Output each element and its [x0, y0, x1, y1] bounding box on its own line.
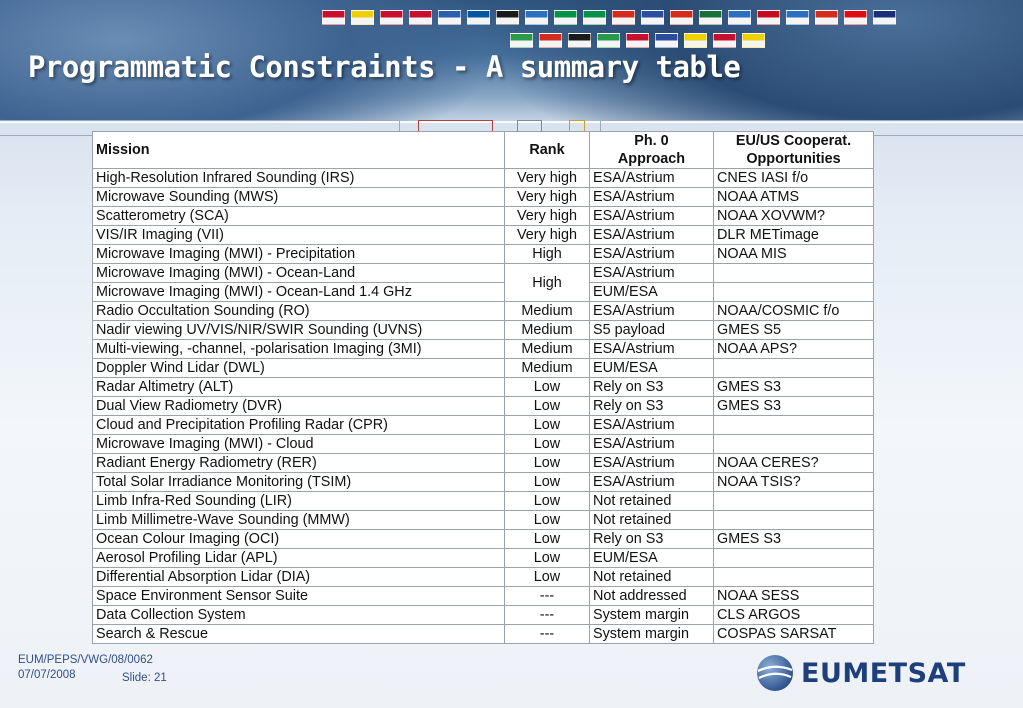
cell-ph0-approach: System margin	[590, 606, 714, 625]
cell-mission: Microwave Imaging (MWI) - Ocean-Land 1.4 GHz	[93, 283, 505, 302]
cell-rank: Medium	[505, 321, 590, 340]
row1-flag-icon-15	[728, 10, 751, 25]
row1-flag-icon-2	[351, 10, 374, 25]
cell-cooperation	[714, 549, 874, 568]
row1-flag-icon-1	[322, 10, 345, 25]
table-row	[93, 302, 874, 321]
cell-mission: Total Solar Irradiance Monitoring (TSIM)	[93, 473, 505, 492]
cell-cooperation	[714, 416, 874, 435]
cell-cooperation: NOAA SESS	[714, 587, 874, 606]
cell-cooperation: NOAA XOVWM?	[714, 207, 874, 226]
cell-cooperation: NOAA CERES?	[714, 454, 874, 473]
cell-cooperation	[714, 511, 874, 530]
cell-rank: Low	[505, 530, 590, 549]
row1-flag-icon-10	[583, 10, 606, 25]
header-coop-line2: Opportunities	[746, 151, 841, 167]
cell-rank: Very high	[505, 188, 590, 207]
header-banner	[0, 0, 1023, 122]
row1-flag-icon-19	[844, 10, 867, 25]
cell-ph0-approach: EUM/ESA	[590, 549, 714, 568]
header-coop-line1: EU/US Cooperat.	[735, 133, 852, 149]
table-row	[93, 454, 874, 473]
cell-rank: Very high	[505, 207, 590, 226]
cell-mission: High-Resolution Infrared Sounding (IRS)	[93, 169, 505, 188]
header-mission: Mission	[93, 132, 505, 169]
cell-rank: Low	[505, 511, 590, 530]
cell-ph0-approach: Rely on S3	[590, 397, 714, 416]
row1-flag-icon-8	[525, 10, 548, 25]
cell-ph0-approach: S5 payload	[590, 321, 714, 340]
table-row	[93, 568, 874, 587]
table-row	[93, 606, 874, 625]
cell-mission: Multi-viewing, -channel, -polarisation Imaging (3MI)	[93, 340, 505, 359]
cell-ph0-approach: ESA/Astrium	[590, 454, 714, 473]
row1-flag-icon-12	[641, 10, 664, 25]
cell-rank: Medium	[505, 340, 590, 359]
cell-ph0-approach: ESA/Astrium	[590, 264, 714, 283]
cell-mission: Doppler Wind Lidar (DWL)	[93, 359, 505, 378]
row1-flag-icon-5	[438, 10, 461, 25]
page-title: Programmatic Constraints - A summary table	[28, 50, 741, 84]
cell-ph0-approach: EUM/ESA	[590, 283, 714, 302]
cell-mission: Limb Millimetre-Wave Sounding (MMW)	[93, 511, 505, 530]
table-row	[93, 625, 874, 644]
row2-flag-icon-8	[713, 33, 736, 48]
cell-mission: Scatterometry (SCA)	[93, 207, 505, 226]
cell-rank: Low	[505, 568, 590, 587]
table-row	[93, 188, 874, 207]
table-row	[93, 587, 874, 606]
cell-ph0-approach: ESA/Astrium	[590, 302, 714, 321]
cell-cooperation: NOAA TSIS?	[714, 473, 874, 492]
row2-flag-icon-4	[597, 33, 620, 48]
cell-mission: Cloud and Precipitation Profiling Radar (CPR)	[93, 416, 505, 435]
cell-rank: Medium	[505, 302, 590, 321]
summary-table	[92, 131, 874, 644]
cell-mission: Microwave Imaging (MWI) - Ocean-Land	[93, 264, 505, 283]
cell-ph0-approach: Not addressed	[590, 587, 714, 606]
cell-mission: VIS/IR Imaging (VII)	[93, 226, 505, 245]
cell-rank: Low	[505, 416, 590, 435]
cell-rank: Low	[505, 492, 590, 511]
cell-rank: Very high	[505, 226, 590, 245]
table-row	[93, 283, 874, 302]
cell-mission: Space Environment Sensor Suite	[93, 587, 505, 606]
cell-mission: Radar Altimetry (ALT)	[93, 378, 505, 397]
cell-cooperation	[714, 359, 874, 378]
cell-cooperation: CNES IASI f/o	[714, 169, 874, 188]
cell-ph0-approach: ESA/Astrium	[590, 416, 714, 435]
cell-rank: Low	[505, 454, 590, 473]
cell-rank: Very high	[505, 169, 590, 188]
row1-flag-icon-18	[815, 10, 838, 25]
table-row	[93, 549, 874, 568]
flags-row-1	[322, 10, 1012, 25]
cell-cooperation: DLR METimage	[714, 226, 874, 245]
cell-cooperation: COSPAS SARSAT	[714, 625, 874, 644]
cell-cooperation: GMES S3	[714, 378, 874, 397]
cell-rank: Low	[505, 549, 590, 568]
table-row	[93, 207, 874, 226]
eumetsat-globe-icon	[755, 653, 795, 693]
cell-rank: Low	[505, 473, 590, 492]
cell-cooperation: GMES S5	[714, 321, 874, 340]
table-row	[93, 473, 874, 492]
cell-ph0-approach: Rely on S3	[590, 378, 714, 397]
table-row	[93, 378, 874, 397]
row1-flag-icon-11	[612, 10, 635, 25]
row2-flag-icon-2	[539, 33, 562, 48]
table-row	[93, 264, 874, 283]
header-ph0-line2: Approach	[617, 151, 686, 167]
cell-cooperation	[714, 283, 874, 302]
cell-ph0-approach: ESA/Astrium	[590, 169, 714, 188]
cell-rank: High	[505, 245, 590, 264]
cell-cooperation: NOAA/COSMIC f/o	[714, 302, 874, 321]
cell-ph0-approach: Rely on S3	[590, 530, 714, 549]
row2-flag-icon-5	[626, 33, 649, 48]
cell-ph0-approach: ESA/Astrium	[590, 245, 714, 264]
cell-cooperation: CLS ARGOS	[714, 606, 874, 625]
document-reference: EUM/PEPS/VWG/08/0062	[18, 654, 153, 666]
cell-cooperation: NOAA MIS	[714, 245, 874, 264]
table-row	[93, 511, 874, 530]
cell-cooperation: GMES S3	[714, 397, 874, 416]
cell-cooperation	[714, 435, 874, 454]
table-row	[93, 530, 874, 549]
row1-flag-icon-3	[380, 10, 403, 25]
row1-flag-icon-13	[670, 10, 693, 25]
header-rank: Rank	[505, 132, 590, 169]
cell-mission: Nadir viewing UV/VIS/NIR/SWIR Sounding (UVNS)	[93, 321, 505, 340]
document-date: 07/07/2008	[18, 669, 76, 681]
cell-mission: Microwave Sounding (MWS)	[93, 188, 505, 207]
cell-cooperation	[714, 568, 874, 587]
table-row	[93, 169, 874, 188]
cell-rank: Medium	[505, 359, 590, 378]
cell-rank: Low	[505, 378, 590, 397]
cell-rank: Low	[505, 435, 590, 454]
cell-ph0-approach: ESA/Astrium	[590, 340, 714, 359]
row2-flag-icon-7	[684, 33, 707, 48]
table-row	[93, 435, 874, 454]
row1-flag-icon-16	[757, 10, 780, 25]
cell-ph0-approach: ESA/Astrium	[590, 207, 714, 226]
cell-ph0-approach: Not retained	[590, 511, 714, 530]
row1-flag-icon-20	[873, 10, 896, 25]
cell-cooperation	[714, 264, 874, 283]
cell-cooperation	[714, 492, 874, 511]
row1-flag-icon-7	[496, 10, 519, 25]
cell-ph0-approach: Not retained	[590, 568, 714, 587]
cell-cooperation: NOAA APS?	[714, 340, 874, 359]
table-row	[93, 245, 874, 264]
table-header-row	[93, 132, 874, 169]
cell-mission: Differential Absorption Lidar (DIA)	[93, 568, 505, 587]
header-ph0-line1: Ph. 0	[634, 133, 669, 149]
cell-ph0-approach: ESA/Astrium	[590, 435, 714, 454]
cell-ph0-approach: ESA/Astrium	[590, 473, 714, 492]
cell-cooperation: GMES S3	[714, 530, 874, 549]
eumetsat-wordmark: EUMETSAT	[801, 657, 966, 689]
cell-mission: Microwave Imaging (MWI) - Precipitation	[93, 245, 505, 264]
cell-mission: Dual View Radiometry (DVR)	[93, 397, 505, 416]
cell-rank: Low	[505, 397, 590, 416]
table-row	[93, 340, 874, 359]
table-row	[93, 226, 874, 245]
cell-mission: Radiant Energy Radiometry (RER)	[93, 454, 505, 473]
table-row	[93, 492, 874, 511]
cell-mission: Search & Rescue	[93, 625, 505, 644]
row1-flag-icon-9	[554, 10, 577, 25]
header-coop-opportunities	[714, 132, 874, 169]
cell-ph0-approach: Not retained	[590, 492, 714, 511]
table-body	[93, 169, 874, 644]
row2-flag-icon-9	[742, 33, 765, 48]
table-row	[93, 397, 874, 416]
cell-rank: ---	[505, 606, 590, 625]
cell-ph0-approach: System margin	[590, 625, 714, 644]
cell-ph0-approach: EUM/ESA	[590, 359, 714, 378]
row1-flag-icon-4	[409, 10, 432, 25]
cell-ph0-approach: ESA/Astrium	[590, 226, 714, 245]
cell-mission: Limb Infra-Red Sounding (LIR)	[93, 492, 505, 511]
cell-mission: Microwave Imaging (MWI) - Cloud	[93, 435, 505, 454]
eumetsat-logo	[755, 653, 966, 693]
table-row	[93, 321, 874, 340]
row1-flag-icon-6	[467, 10, 490, 25]
cell-rank: ---	[505, 625, 590, 644]
cell-cooperation: NOAA ATMS	[714, 188, 874, 207]
row2-flag-icon-3	[568, 33, 591, 48]
cell-ph0-approach: ESA/Astrium	[590, 188, 714, 207]
slide-number: Slide: 21	[122, 672, 167, 684]
row2-flag-icon-1	[510, 33, 533, 48]
cell-mission: Radio Occultation Sounding (RO)	[93, 302, 505, 321]
cell-mission: Data Collection System	[93, 606, 505, 625]
row1-flag-icon-17	[786, 10, 809, 25]
flags-row-2	[322, 33, 1012, 48]
table-row	[93, 359, 874, 378]
header-ph0-approach	[590, 132, 714, 169]
cell-rank: High	[505, 264, 590, 302]
row1-flag-icon-14	[699, 10, 722, 25]
cell-mission: Aerosol Profiling Lidar (APL)	[93, 549, 505, 568]
cell-mission: Ocean Colour Imaging (OCI)	[93, 530, 505, 549]
table-row	[93, 416, 874, 435]
row2-flag-icon-6	[655, 33, 678, 48]
cell-rank: ---	[505, 587, 590, 606]
